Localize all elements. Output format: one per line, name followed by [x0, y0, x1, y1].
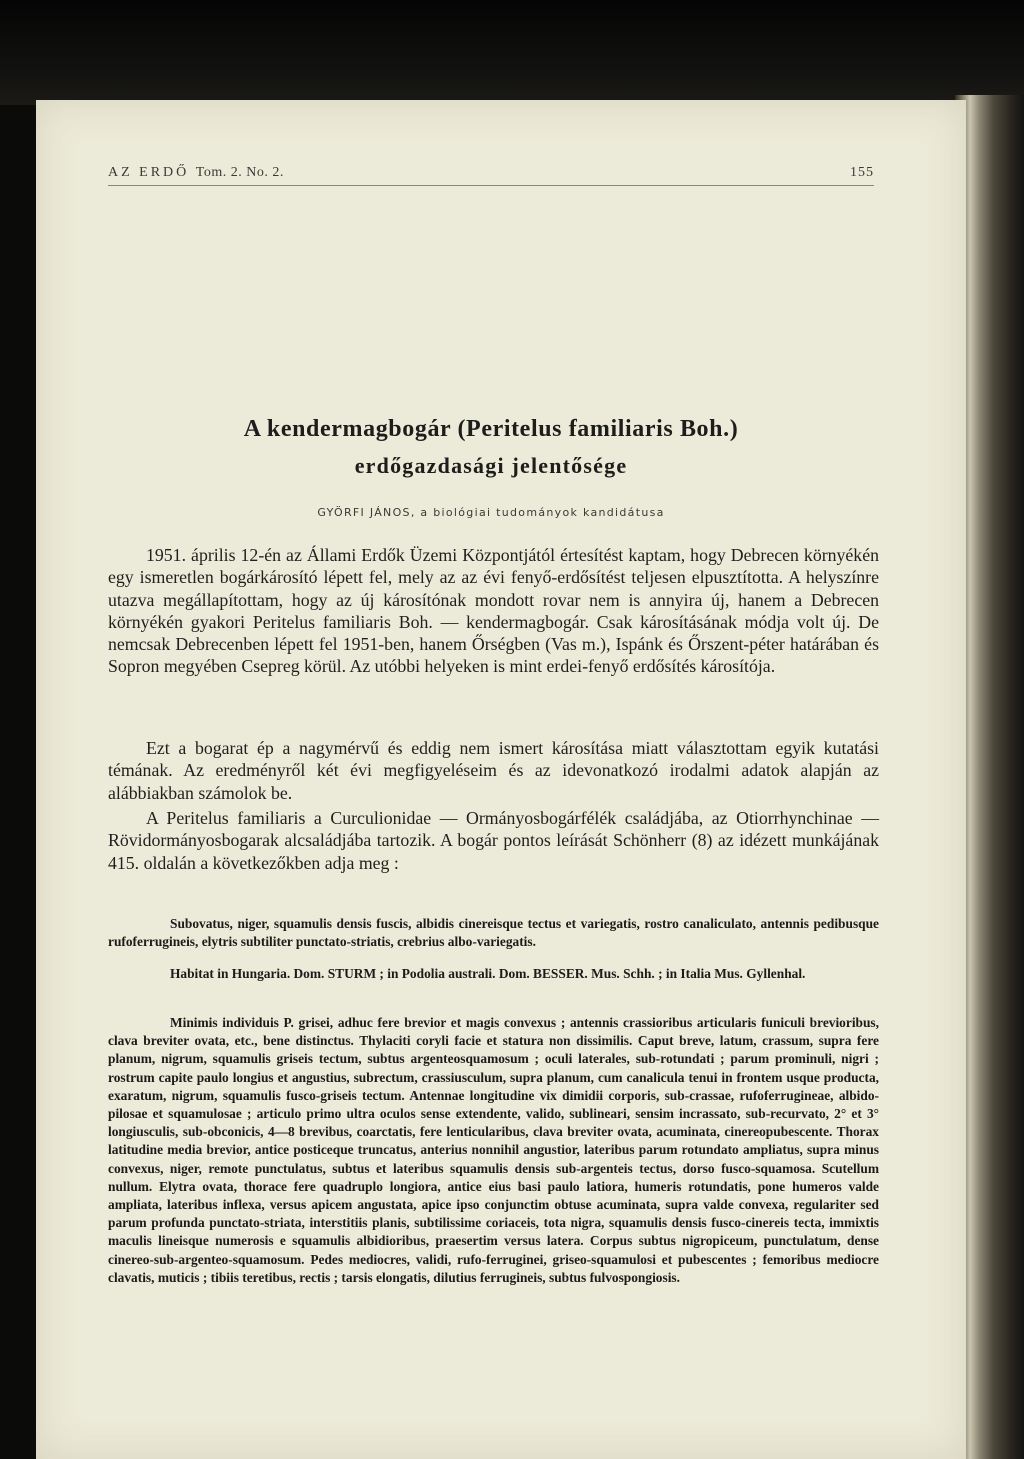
body-paragraph: Ezt a bogarat ép a nagymérvű és eddig nem ismert károsítása miatt választottam egyik kutatási témának. Az eredményről két évi megfigyeléseim és az idevonatkozó irodalmi adatok alapján az alábbiakban számolok be. — [108, 738, 879, 803]
body-paragraph: A Peritelus familiaris a Curculionidae — Ormányosbogárfélék családjába, az Otiorrhynchinae — Rövidormányosbogarak alcsaládjába tartozik. A bogár pontos leírását Schönherr (8) az idézett munkájának 415. oldalán a következőkben adja meg : — [108, 808, 879, 873]
volume-info: Tom. 2. No. 2. — [195, 165, 284, 180]
running-head — [108, 163, 874, 186]
article-author: GYÖRFI JÁNOS, a biológiai tudományok kandidátusa — [317, 506, 665, 519]
latin-quote-paragraph: Subovatus, niger, squamulis densis fuscis, albidis cinereisque tectus et variegatis, rostro canaliculato, antennis pedibusque rufoferrugineis, elytris subtiliter punctato-striatis, crebrius albo-variegatis. — [108, 916, 879, 950]
article-title-line1: A kendermagbogár (Peritelus familiaris Boh.) — [243, 416, 739, 442]
latin-quote-paragraph: Minimis individuis P. grisei, adhuc fere brevior et magis convexus ; antennis crassioribus articularis funiculi brevioribus, clava breviter ovata, etc., bene distinctus. Thylaciti coryli facie et statura non dissimilis. Caput breve, latum, crassum, supra fere planum, nigrum, squamulis griseis tectum, subtus argenteosquamosum ; oculi laterales, sub-rotundati ; parum prominuli, nigri ; rostrum capite paulo longius et angustius, subrectum, crassiusculum, supra planum, cum canalicula tenui in frontem usque producta, exaratum, nigrum, squamulis fusco-griseis tectum. Antennae longitudine vix dimidii corporis, sub-crassae, rufoferrugineae, albido-pilosae et squamulosae ; articulo primo ultra oculos sense extendente, valido, sublineari, sensim incrassato, sub-recurvato, 2° et 3° longiusculis, sub-obconicis, 4—8 brevibus, coarctatis, fere lenticularibus, clava breviter ovata, acuminata, cinereopubescente. Thorax latitudine media brevior, antice posticeque truncatus, anterius nonnihil angustior, lateribus parum rotundato ampliatus, supra minus convexus, niger, remote punctulatus, subtus et lateribus squamulis densis sub-argenteis tectus, dorso fusco-squamosa. Scutellum nullum. Elytra ovata, thorace fere quadruplo longiora, antice eius basi paulo latiora, humeris rotundatis, pone humeros valde ampliata, lateribus inflexa, versus apicem angustata, apice ipso conjunctim obtuse acuminata, supra valde convexa, regulariter sed parum profunda punctato-striata, interstitiis planis, subtilissime coriaceis, tota nigra, squamulis densis fusco-cinereis tecta, immixtis maculis lineisque numerosis e squamulis albidioribus, praesertim versus latera. Corpus subtus nigropiceum, punctulatum, dense cinereo-sub-argenteo-squamosum. Pedes mediocres, validi, rufo-ferruginei, griseo-squamulosi et pubescentes ; femoribus mediocre clavatis, muticis ; tibiis teretibus, rectis ; tarsis elongatis, dilutius ferrugineis, subtus fulvospongiosis. — [108, 1015, 879, 1285]
body-paragraph: 1951. április 12-én az Állami Erdők Üzemi Központjától értesítést kaptam, hogy Debrecen környékén egy ismeretlen bogárkárosító lépett fel, mely az az évi fenyő-erdősítést teljesen elpusztította. A helyszínre utazva megállapítottam, hogy az új károsítónak mondott rovar nem is annyira új, hanem a Debrecen környékén gyakori Peritelus familiaris Boh. — kendermagbogár. Csak károsításának módja volt új. De nemcsak Debrecenben lépett fel 1951-ben, hanem Őrségben (Vas m.), Ispánk és Őrszent-péter határában és Sopron megyében Csepreg körül. Az utóbbi helyeken is mint erdei-fenyő erdősítés károsítója. — [108, 545, 879, 677]
running-head-left — [108, 165, 284, 181]
article-title-line2: erdőgazdasági jelentősége — [354, 453, 628, 478]
journal-name: AZ ERDŐ — [108, 165, 190, 180]
page-number: 155 — [850, 165, 874, 180]
scan-background — [0, 0, 1024, 105]
latin-quote-paragraph: Habitat in Hungaria. Dom. STURM ; in Podolia australi. Dom. BESSER. Mus. Schh. ; in Italia Mus. Gyllenhal. — [170, 966, 806, 981]
